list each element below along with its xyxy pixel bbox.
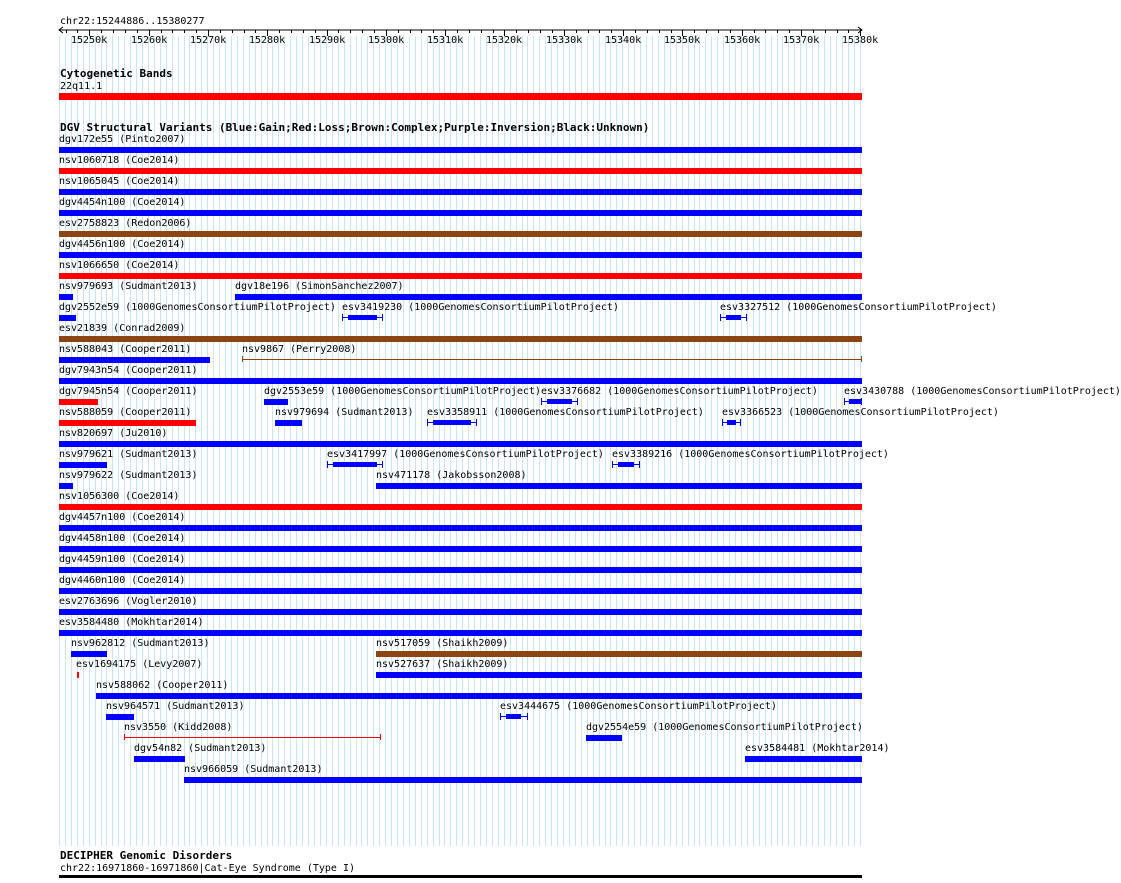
dgv-feature-end-tick xyxy=(382,314,383,321)
dgv-feature-bar[interactable] xyxy=(59,189,862,195)
dgv-feature-label: dgv4457n100 (Coe2014) xyxy=(59,512,186,523)
dgv-feature-bar[interactable] xyxy=(59,462,107,468)
dgv-feature-end-tick xyxy=(124,734,125,740)
dgv-feature-bar[interactable] xyxy=(376,483,862,489)
ruler-tick-label: 15260k xyxy=(131,35,168,46)
dgv-feature-bar[interactable] xyxy=(59,210,862,216)
dgv-feature-label: esv3389216 (1000GenomesConsortiumPilotProject) xyxy=(612,449,889,460)
dgv-feature-bar[interactable] xyxy=(59,147,862,153)
dgv-feature-label: dgv2554e59 (1000GenomesConsortiumPilotProject) xyxy=(586,722,863,733)
dgv-feature-bar[interactable] xyxy=(59,336,862,342)
dgv-feature-bar[interactable] xyxy=(59,252,862,258)
dgv-feature-bar[interactable] xyxy=(96,693,862,699)
dgv-feature-thin-bar[interactable] xyxy=(124,737,381,738)
dgv-feature-bar[interactable] xyxy=(59,525,862,531)
dgv-feature-bar[interactable] xyxy=(745,756,862,762)
dgv-feature-label: nsv9867 (Perry2008) xyxy=(242,344,357,355)
ruler-region-label: chr22:15244886..15380277 xyxy=(60,16,205,27)
dgv-feature-end-tick xyxy=(612,461,613,468)
dgv-feature-core-bar[interactable] xyxy=(506,714,521,719)
dgv-feature-end-tick xyxy=(380,734,381,740)
dgv-feature-label: dgv2552e59 (1000GenomesConsortiumPilotProject) xyxy=(59,302,336,313)
dgv-feature-bar[interactable] xyxy=(59,294,73,300)
dgv-feature-thin-bar[interactable] xyxy=(242,359,862,360)
dgv-feature-bar[interactable] xyxy=(59,168,862,174)
cytoband-bar[interactable] xyxy=(59,93,862,100)
decipher-track-title: DECIPHER Genomic Disorders xyxy=(60,849,233,862)
dgv-feature-label: nsv3550 (Kidd2008) xyxy=(124,722,233,733)
dgv-feature-label: dgv4454n100 (Coe2014) xyxy=(59,197,186,208)
dgv-feature-label: dgv4456n100 (Coe2014) xyxy=(59,239,186,250)
dgv-feature-core-bar[interactable] xyxy=(333,462,377,467)
dgv-feature-label: dgv4460n100 (Coe2014) xyxy=(59,575,186,586)
dgv-feature-end-tick xyxy=(342,314,343,321)
dgv-feature-end-tick xyxy=(242,356,243,362)
dgv-feature-label: nsv979694 (Sudmant2013) xyxy=(275,407,414,418)
dgv-feature-label: esv1694175 (Levy2007) xyxy=(76,659,203,670)
dgv-feature-end-tick xyxy=(427,419,428,426)
dgv-feature-label: nsv966059 (Sudmant2013) xyxy=(184,764,323,775)
dgv-feature-label: esv3327512 (1000GenomesConsortiumPilotProject) xyxy=(720,302,997,313)
decipher-feature-label: chr22:16971860-16971860|Cat-Eye Syndrome (Type I) xyxy=(60,863,356,874)
dgv-feature-end-tick xyxy=(527,713,528,720)
dgv-feature-label: esv3444675 (1000GenomesConsortiumPilotProject) xyxy=(500,701,777,712)
dgv-feature-bar[interactable] xyxy=(59,567,862,573)
dgv-feature-bar[interactable] xyxy=(59,483,73,489)
dgv-feature-bar[interactable] xyxy=(59,588,862,594)
dgv-feature-label: esv3584480 (Mokhtar2014) xyxy=(59,617,204,628)
dgv-feature-label: dgv7945n54 (Cooper2011) xyxy=(59,386,198,397)
dgv-feature-bar[interactable] xyxy=(59,546,862,552)
dgv-feature-label: esv3417997 (1000GenomesConsortiumPilotProject) xyxy=(327,449,604,460)
dgv-feature-label: esv3430788 (1000GenomesConsortiumPilotProject) xyxy=(844,386,1121,397)
dgv-feature-label: dgv4458n100 (Coe2014) xyxy=(59,533,186,544)
dgv-feature-label: dgv54n82 (Sudmant2013) xyxy=(134,743,267,754)
dgv-feature-end-tick xyxy=(844,398,845,405)
dgv-feature-end-tick xyxy=(541,398,542,405)
dgv-feature-label: dgv2553e59 (1000GenomesConsortiumPilotProject) xyxy=(264,386,541,397)
dgv-feature-core-bar[interactable] xyxy=(849,399,862,404)
dgv-feature-core-bar[interactable] xyxy=(618,462,634,467)
ruler-tick-label: 15320k xyxy=(486,35,523,46)
dgv-feature-bar[interactable] xyxy=(59,630,862,636)
ruler-tick-label: 15350k xyxy=(664,35,701,46)
dgv-feature-end-tick xyxy=(861,356,862,362)
dgv-feature-label: dgv172e55 (Pinto2007) xyxy=(59,134,186,145)
dgv-feature-label: nsv471178 (Jakobsson2008) xyxy=(376,470,527,481)
dgv-feature-core-bar[interactable] xyxy=(433,420,471,425)
dgv-feature-bar[interactable] xyxy=(264,399,288,405)
dgv-feature-end-tick xyxy=(722,419,723,426)
ruler-tick-label: 15340k xyxy=(605,35,642,46)
dgv-feature-label: dgv4459n100 (Coe2014) xyxy=(59,554,186,565)
ruler-tick-label: 15250k xyxy=(71,35,108,46)
dgv-feature-end-tick xyxy=(746,314,747,321)
ruler-tick-label: 15360k xyxy=(724,35,761,46)
ruler-tick-label: 15330k xyxy=(546,35,583,46)
dgv-feature-label: esv2763696 (Vogler2010) xyxy=(59,596,198,607)
dgv-feature-bar[interactable] xyxy=(184,777,862,783)
dgv-feature-label: nsv1060718 (Coe2014) xyxy=(59,155,180,166)
dgv-feature-label: nsv979621 (Sudmant2013) xyxy=(59,449,198,460)
dgv-feature-bar[interactable] xyxy=(106,714,134,720)
dgv-feature-label: dgv18e196 (SimonSanchez2007) xyxy=(235,281,404,292)
ruler-tick-label: 15300k xyxy=(368,35,405,46)
dgv-feature-bar[interactable] xyxy=(376,672,862,678)
dgv-feature-bar[interactable] xyxy=(586,735,622,741)
dgv-feature-label: esv3376682 (1000GenomesConsortiumPilotProject) xyxy=(541,386,818,397)
dgv-feature-end-tick xyxy=(327,461,328,468)
dgv-feature-label: nsv517059 (Shaikh2009) xyxy=(376,638,509,649)
dgv-feature-label: esv3366523 (1000GenomesConsortiumPilotProject) xyxy=(722,407,999,418)
dgv-feature-bar[interactable] xyxy=(59,357,210,363)
dgv-feature-label: nsv820697 (Ju2010) xyxy=(59,428,168,439)
dgv-track-title: DGV Structural Variants (Blue:Gain;Red:Loss;Brown:Complex;Purple:Inversion;Black:Unknown) xyxy=(60,121,650,134)
dgv-feature-label: nsv962812 (Sudmant2013) xyxy=(71,638,210,649)
dgv-feature-label: esv2758823 (Redon2006) xyxy=(59,218,192,229)
dgv-feature-end-tick xyxy=(577,398,578,405)
dgv-feature-end-tick xyxy=(740,419,741,426)
ruler-tick-label: 15290k xyxy=(309,35,346,46)
dgv-feature-end-tick xyxy=(476,419,477,426)
dgv-feature-label: nsv964571 (Sudmant2013) xyxy=(106,701,245,712)
dgv-feature-bar[interactable] xyxy=(59,441,862,447)
dgv-feature-end-tick xyxy=(720,314,721,321)
ruler-tick-label: 15280k xyxy=(249,35,286,46)
dgv-feature-bar[interactable] xyxy=(77,672,79,678)
dgv-feature-bar[interactable] xyxy=(235,294,862,300)
cytoband-name: 22q11.1 xyxy=(60,81,103,92)
ruler-tick-label: 15270k xyxy=(190,35,227,46)
cytoband-track-title: Cytogenetic Bands xyxy=(60,67,173,80)
dgv-feature-label: esv3419230 (1000GenomesConsortiumPilotProject) xyxy=(342,302,619,313)
dgv-feature-end-tick xyxy=(382,461,383,468)
dgv-feature-core-bar[interactable] xyxy=(348,315,377,320)
dgv-feature-label: dgv7943n54 (Cooper2011) xyxy=(59,365,198,376)
dgv-feature-core-bar[interactable] xyxy=(727,420,736,425)
dgv-feature-bar[interactable] xyxy=(59,273,862,279)
dgv-feature-bar[interactable] xyxy=(59,609,862,615)
dgv-feature-end-tick xyxy=(639,461,640,468)
dgv-feature-label: nsv588059 (Cooper2011) xyxy=(59,407,192,418)
dgv-feature-label: nsv1066650 (Coe2014) xyxy=(59,260,180,271)
dgv-feature-bar[interactable] xyxy=(59,420,196,426)
dgv-feature-bar[interactable] xyxy=(59,399,98,405)
decipher-feature-bar[interactable] xyxy=(59,875,862,878)
dgv-feature-bar[interactable] xyxy=(134,756,185,762)
dgv-feature-label: nsv588043 (Cooper2011) xyxy=(59,344,192,355)
dgv-feature-label: esv3358911 (1000GenomesConsortiumPilotProject) xyxy=(427,407,704,418)
dgv-feature-bar[interactable] xyxy=(59,231,862,237)
dgv-feature-bar[interactable] xyxy=(376,651,862,657)
dgv-feature-bar[interactable] xyxy=(59,504,862,510)
dgv-feature-core-bar[interactable] xyxy=(547,399,572,404)
dgv-feature-label: nsv979622 (Sudmant2013) xyxy=(59,470,198,481)
ruler-tick-label: 15380k xyxy=(842,35,879,46)
dgv-feature-label: nsv1056300 (Coe2014) xyxy=(59,491,180,502)
dgv-feature-core-bar[interactable] xyxy=(726,315,741,320)
dgv-feature-end-tick xyxy=(500,713,501,720)
ruler-tick-label: 15370k xyxy=(783,35,820,46)
dgv-feature-label: nsv588062 (Cooper2011) xyxy=(96,680,229,691)
dgv-feature-label: esv3584481 (Mokhtar2014) xyxy=(745,743,890,754)
dgv-feature-bar[interactable] xyxy=(59,378,862,384)
dgv-feature-label: nsv979693 (Sudmant2013) xyxy=(59,281,198,292)
dgv-feature-bar[interactable] xyxy=(71,651,107,657)
dgv-feature-label: nsv1065045 (Coe2014) xyxy=(59,176,180,187)
ruler-tick-label: 15310k xyxy=(427,35,464,46)
dgv-feature-label: esv21839 (Conrad2009) xyxy=(59,323,186,334)
dgv-feature-bar[interactable] xyxy=(275,420,302,426)
dgv-feature-label: nsv527637 (Shaikh2009) xyxy=(376,659,509,670)
dgv-feature-bar[interactable] xyxy=(59,315,76,321)
